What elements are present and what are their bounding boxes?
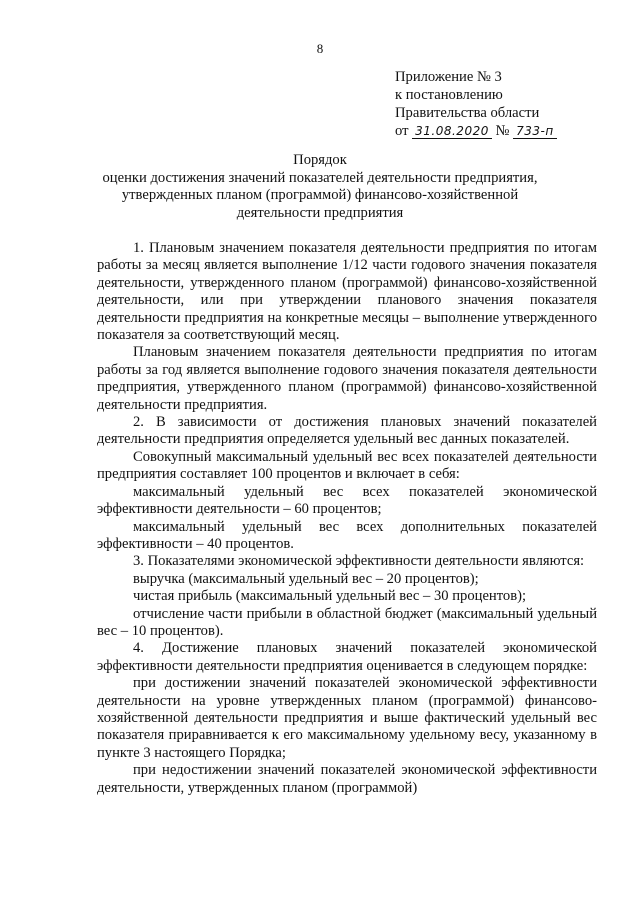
paragraph: 4. Достижение плановых значений показателей экономической эффективности деятельности предприятия оценивается в следующем порядке: [97,640,597,674]
document-body [97,240,597,797]
paragraph: 2. В зависимости от достижения плановых значений показателей деятельности предприятия определяется удельный вес данных показателей. [97,414,597,448]
appendix-date-line [395,122,625,140]
title-line: утвержденных планом (программой) финансово-хозяйственной [121,187,519,203]
paragraph: чистая прибыль (максимальный удельный вес – 30 процентов); [133,588,527,605]
appendix-line: Приложение № 3 [395,69,502,85]
paragraph: при недостижении значений показателей экономической эффективности деятельности, утвержденных планом (программой) [97,762,597,796]
appendix-line: Правительства области [395,105,540,121]
paragraph: выручка (максимальный удельный вес – 20 процентов); [133,570,479,587]
paragraph: максимальный удельный вес всех дополнительных показателей эффективности – 40 процентов. [97,518,597,552]
paragraph: Совокупный максимальный удельный вес всех показателей деятельности предприятия составляет 100 процентов и включает в себя: [97,448,597,483]
appendix-line: к постановлению [395,87,503,103]
paragraph: 3. Показателями экономической эффективности деятельности являются: [133,553,585,570]
paragraph: максимальный удельный вес всех показателей экономической эффективности деятельности – 60 процентов; [97,483,597,518]
paragraph: 1. Плановым значением показателя деятельности предприятия по итогам работы за месяц является выполнение 1/12 части годового значения показателя деятельности, утвержденного планом (программой) финансово-хозяйственной деятельности, или при утверждении планового значения показателя деятельности предприятия на конкретные месяцы – выполнение утвержденного показателя за соответствующий месяц. [97,240,597,344]
title-line: оценки достижения значений показателей деятельности предприятия, [102,169,538,186]
page-number: 8 [316,41,324,56]
appendix-header [395,68,625,140]
paragraph: отчисление части прибыли в областной бюджет (максимальный удельный вес – 10 процентов). [97,605,597,639]
number-prefix: № [495,123,510,139]
paragraph: при достижении значений показателей экономической эффективности деятельности на уровне утвержденных планом (программой) финансово-хозяйственной деятельности предприятия и выше фактический удельный вес показателя приравнивается к его максимальному удельному весу, указанному в пункте 3 настоящего Порядка; [97,675,597,761]
title-line: деятельности предприятия [236,204,404,221]
handwritten-number: 733-п [513,124,557,139]
title-line: Порядок [293,152,347,168]
paragraph: Плановым значением показателя деятельности предприятия по итогам работы за год является выполнение годового значения показателя деятельности предприятия, утвержденного планом (программой) финансово-хозяйственной деятельности предприятия. [97,344,597,413]
document-title [80,152,560,222]
handwritten-date: 31.08.2020 [412,124,492,139]
date-prefix: от [395,123,409,139]
